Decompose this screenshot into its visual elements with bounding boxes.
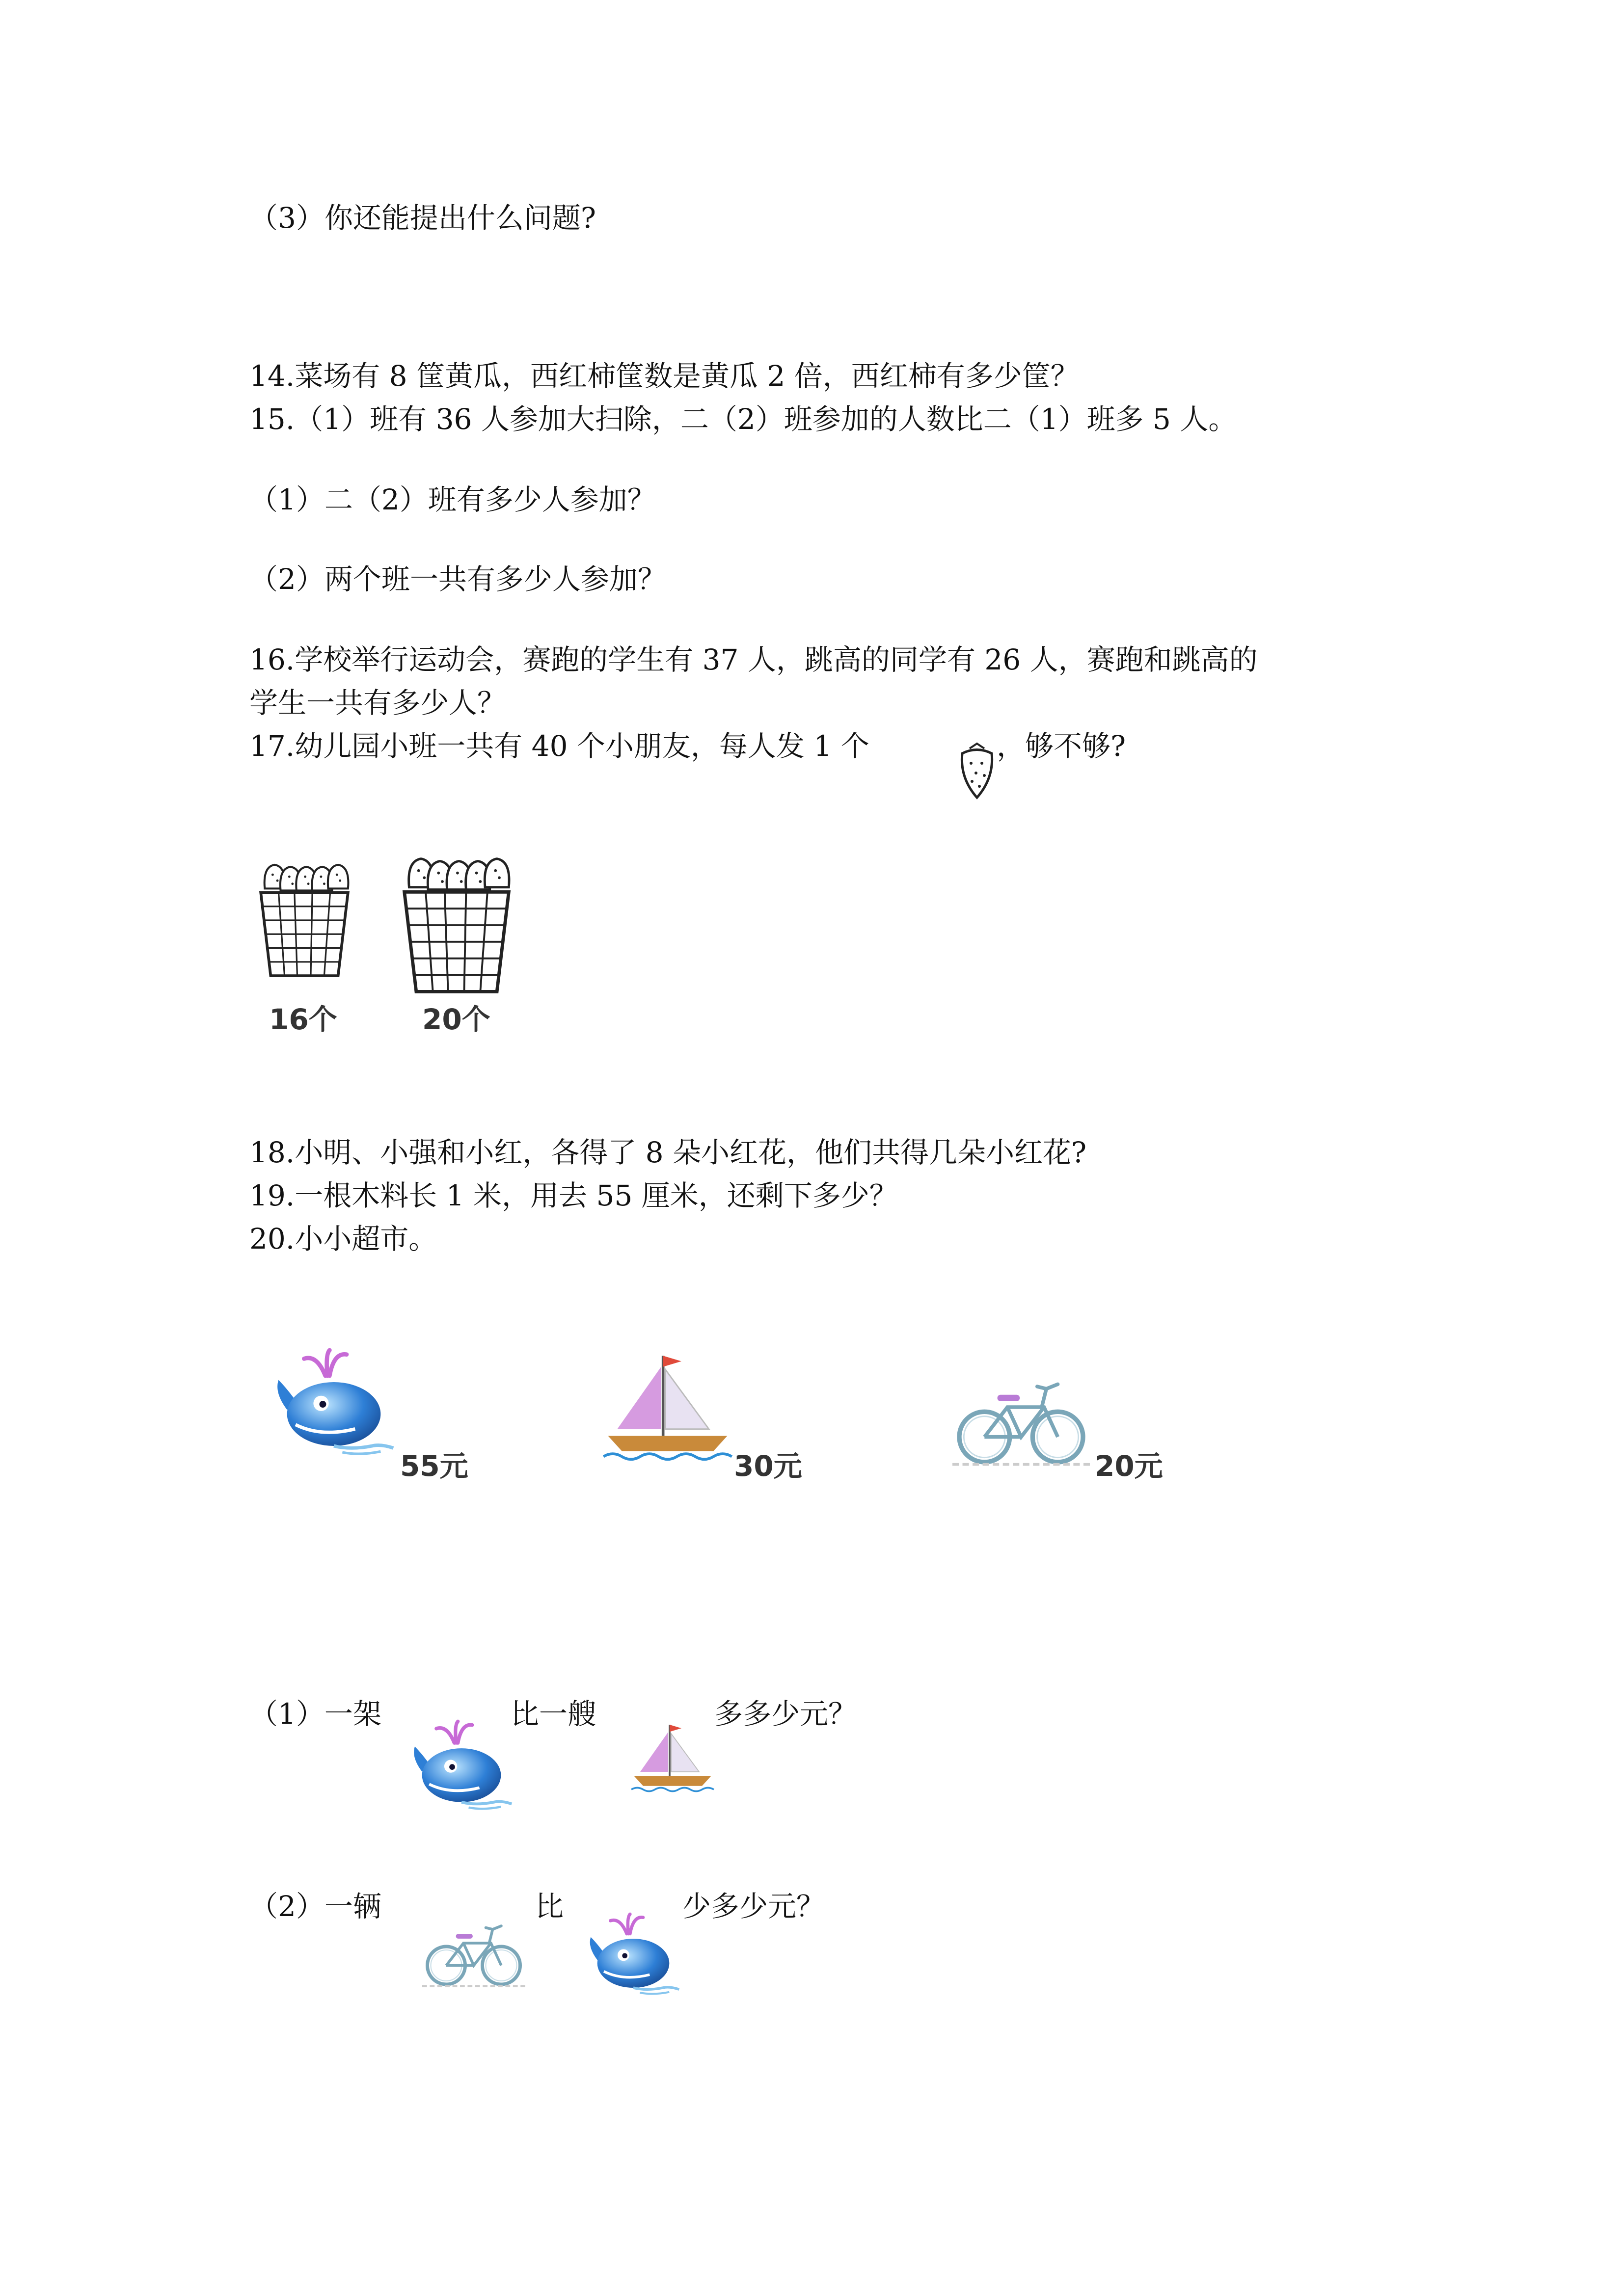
question-17-tail: ，够不够? [997, 729, 1126, 763]
question-15-sub1: （1）二（2）班有多少人参加？ [249, 483, 656, 516]
basket-icon-1 [253, 849, 356, 991]
strawberry-icon [957, 741, 997, 800]
whale-price: 55元 [400, 1449, 468, 1483]
question-17-text: 17.幼儿园小班一共有 40 个小朋友，每人发 1 个 [249, 729, 869, 763]
question-18: 18.小明、小强和小红，各得了 8 朵小红花，他们共得几朵小红花? [249, 1136, 1087, 1169]
question-19: 19.一根木料长 1 米，用去 55 厘米，还剩下多少？ [249, 1179, 898, 1212]
question-16-line1: 16.学校举行运动会，赛跑的学生有 37 人，跳高的同学有 26 人，赛跑和跳高的 [249, 643, 1258, 676]
bicycle-icon-small [422, 1914, 525, 1993]
q13-sub3: （3）你还能提出什么问题? [249, 201, 596, 235]
question-14: 14.菜场有 8 筐黄瓜，西红柿筐数是黄瓜 2 倍，西红柿有多少筐？ [249, 359, 1079, 393]
basket-icon-2 [388, 854, 525, 996]
q20-sub2-start: （2）一辆 [249, 1890, 381, 1923]
basket-label-1: 16个 [269, 1003, 337, 1036]
q20-sub1-end: 多多少元？ [714, 1697, 857, 1731]
question-15: 15.（1）班有 36 人参加大扫除，二（2）班参加的人数比二（1）班多 5 人。 [249, 402, 1237, 436]
whale-toy-icon-small [407, 1718, 515, 1811]
bike-price: 20元 [1095, 1449, 1163, 1483]
q20-sub2-mid: 比 [535, 1890, 564, 1923]
q20-sub1-mid: 比一艘 [511, 1697, 596, 1731]
question-16-line2: 学生一共有多少人？ [249, 686, 506, 720]
bicycle-icon [952, 1369, 1090, 1472]
sailboat-icon-small [628, 1718, 717, 1796]
boat-price: 30元 [734, 1449, 802, 1483]
sailboat-icon [599, 1345, 736, 1468]
basket-label-2: 20个 [422, 1003, 490, 1036]
question-20: 20.小小超市。 [249, 1222, 437, 1255]
q20-sub1-start: （1）一架 [249, 1697, 381, 1731]
q20-sub2-end: 少多少元？ [682, 1890, 825, 1923]
whale-toy-icon [270, 1345, 398, 1458]
question-15-sub2: （2）两个班一共有多少人参加？ [249, 562, 666, 596]
whale-toy-icon-small-2 [584, 1909, 682, 1998]
